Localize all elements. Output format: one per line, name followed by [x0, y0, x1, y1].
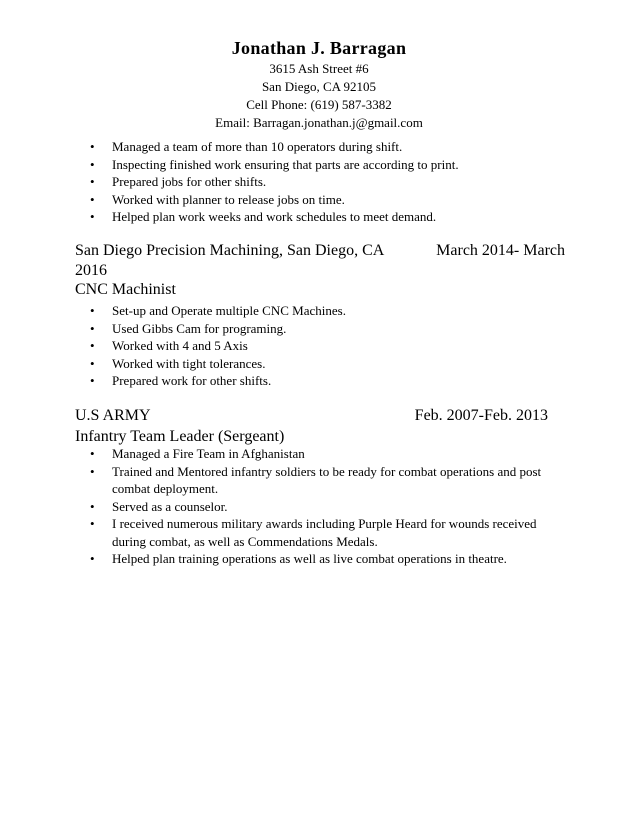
list-item: • Used Gibbs Cam for programing. — [90, 320, 287, 336]
list-item: • Worked with tight tolerances. — [90, 355, 266, 371]
bullet-icon: • — [90, 320, 95, 336]
address-line-1: 3615 Ash Street #6 — [269, 61, 369, 76]
bullet-icon: • — [90, 516, 95, 531]
army-duties-list — [90, 445, 560, 568]
resume-header — [0, 36, 638, 132]
bullet-icon: • — [90, 373, 95, 388]
bullet-icon: • — [90, 209, 95, 224]
job-heading-army — [75, 406, 565, 426]
list-item: • Worked with 4 and 5 Axis — [90, 338, 248, 353]
list-item: • Trained and Mentored infantry soldiers to be ready for combat operations and post combat deployment. — [90, 463, 542, 496]
candidate-name: Jonathan J. Barragan — [231, 38, 407, 58]
list-item: • Prepared work for other shifts. — [90, 373, 272, 388]
bullet-icon: • — [90, 498, 95, 514]
address-line-2: San Diego, CA 92105 — [261, 79, 377, 94]
bullet-icon: • — [90, 191, 95, 207]
company-name: U.S ARMY — [75, 407, 151, 424]
employment-dates-wrap: 2016 — [75, 262, 107, 279]
employment-dates: Feb. 2007-Feb. 2013 — [414, 407, 548, 424]
sdpm-duties-list — [90, 302, 560, 390]
bullet-icon: • — [90, 139, 95, 154]
bullet-icon: • — [90, 446, 95, 461]
bullet-icon: • — [90, 303, 95, 318]
list-item: • Served as a counselor. — [90, 498, 228, 514]
list-item: • Managed a team of more than 10 operators during shift. — [90, 139, 403, 154]
phone-line: Cell Phone: (619) 587-3382 — [246, 97, 392, 112]
job-heading-sdpm — [75, 241, 565, 261]
bullet-icon: • — [90, 174, 95, 189]
bullet-icon: • — [90, 338, 95, 353]
email-line: Email: Barragan.jonathan.j@gmail.com — [215, 115, 423, 130]
bullet-icon: • — [90, 551, 95, 566]
list-item: • Managed a Fire Team in Afghanistan — [90, 446, 305, 461]
job-title: Infantry Team Leader (Sergeant) — [75, 428, 285, 445]
job-title: CNC Machinist — [75, 281, 176, 298]
list-item: • I received numerous military awards including Purple Heard for wounds received during combat, as well as Commendations Medals. — [90, 516, 537, 549]
bullet-icon: • — [90, 156, 95, 172]
company-name: San Diego Precision Machining, San Diego, CA — [75, 242, 385, 259]
list-item: • Helped plan training operations as well as live combat operations in theatre. — [90, 551, 507, 566]
list-item: • Helped plan work weeks and work schedules to meet demand. — [90, 209, 437, 224]
employment-dates: March 2014- March — [436, 242, 565, 259]
bullet-icon: • — [90, 355, 95, 371]
list-item: • Set-up and Operate multiple CNC Machines. — [90, 303, 346, 318]
list-item: • Prepared jobs for other shifts. — [90, 174, 267, 189]
list-item: • Inspecting finished work ensuring that parts are according to print. — [90, 156, 459, 172]
list-item: • Worked with planner to release jobs on time. — [90, 191, 345, 207]
first-block-list — [90, 138, 560, 226]
bullet-icon: • — [90, 463, 95, 479]
